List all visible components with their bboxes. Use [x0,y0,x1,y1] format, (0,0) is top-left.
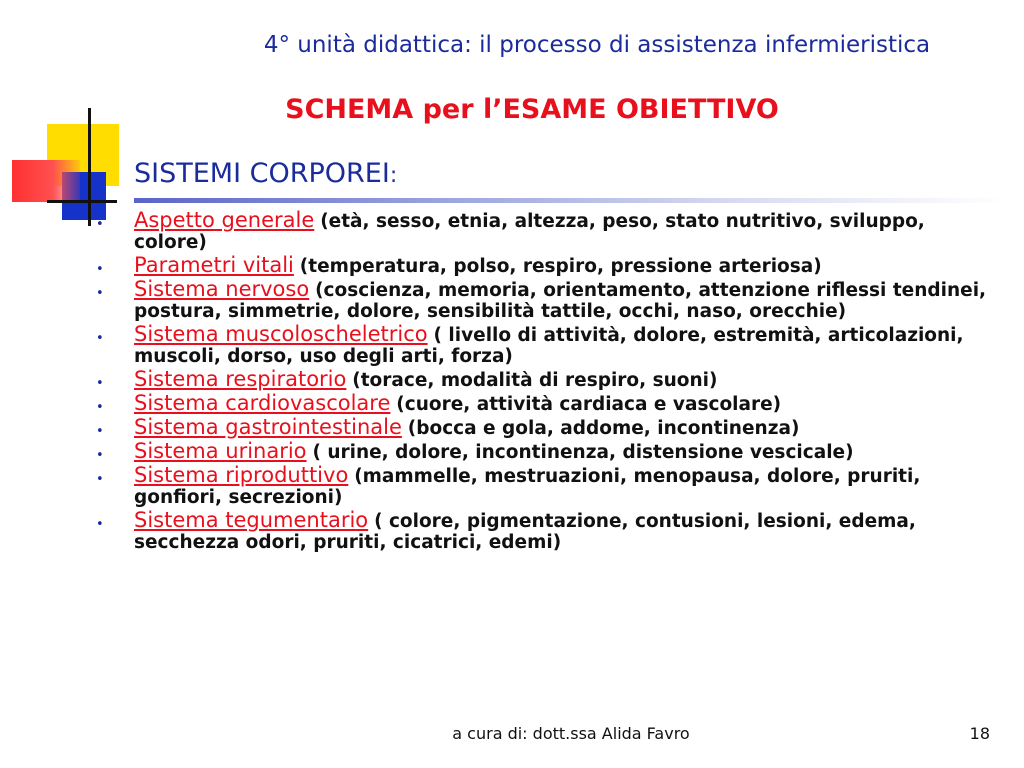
bullet-icon: • [96,331,104,346]
list-item [96,255,996,277]
item-description: (mammelle, mestruazioni, menopausa, dolore, pruriti, gonfiori, secrezioni) [134,466,921,508]
bullet-icon: • [96,400,104,415]
list-item [96,279,996,322]
list-item [96,369,996,391]
item-term: Sistema tegumentario [134,508,369,532]
list-item [96,465,996,508]
list-item [96,324,996,367]
list-item [96,417,996,439]
item-description: (coscienza, memoria, orientamento, attenzione riflessi tendinei, postura, simmetrie, dolore, sensibilità tattile, occhi, naso, orecchie) [134,280,987,322]
bullet-icon: • [96,262,104,277]
page-number: 18 [969,724,990,743]
item-term: Aspetto generale [134,208,315,232]
slide-title: SCHEMA per l’ESAME OBIETTIVO [285,94,779,125]
bullet-icon: • [96,448,104,463]
footer-credit: a cura di: dott.ssa Alida Favro [452,724,690,743]
section-heading-colon: : [389,163,398,188]
decorative-vertical-line [88,108,91,226]
item-description: (età, sesso, etnia, altezza, peso, stato nutritivo, sviluppo, colore) [134,211,925,253]
decorative-horizontal-line [47,200,117,203]
item-term: Sistema cardiovascolare [134,391,391,415]
section-underline-bar [134,198,1004,203]
body-systems-list [96,210,996,555]
item-description: (cuore, attività cardiaca e vascolare) [396,394,782,415]
bullet-icon: • [96,472,104,487]
list-item [96,441,996,463]
decorative-red-square [12,160,80,202]
item-description: ( colore, pigmentazione, contusioni, lesioni, edema, secchezza odori, pruriti, cicatrici, edemi) [134,511,916,553]
bullet-icon: • [96,217,104,232]
item-description: (bocca e gola, addome, incontinenza) [407,418,800,439]
section-heading-text: SISTEMI CORPOREI [134,158,390,189]
item-description: (temperatura, polso, respiro, pressione arteriosa) [299,256,822,277]
item-term: Sistema nervoso [134,277,310,301]
item-description: ( livello di attività, dolore, estremità, articolazioni, muscoli, dorso, uso degli arti, forza) [134,325,964,367]
bullet-icon: • [96,517,104,532]
bullet-icon: • [96,286,104,301]
item-term: Sistema urinario [134,439,307,463]
item-term: Sistema riproduttivo [134,463,349,487]
bullet-icon: • [96,376,104,391]
item-term: Sistema gastrointestinale [134,415,402,439]
list-item [96,510,996,553]
item-term: Sistema muscoloscheletrico [134,322,428,346]
list-item [96,393,996,415]
item-term: Parametri vitali [134,253,294,277]
header-title: 4° unità didattica: il processo di assistenza infermieristica [263,32,931,58]
list-item [96,210,996,253]
item-description: (torace, modalità di respiro, suoni) [352,370,718,391]
item-term: Sistema respiratorio [134,367,347,391]
item-description: ( urine, dolore, incontinenza, distensione vescicale) [312,442,854,463]
bullet-icon: • [96,424,104,439]
section-heading [134,158,397,189]
